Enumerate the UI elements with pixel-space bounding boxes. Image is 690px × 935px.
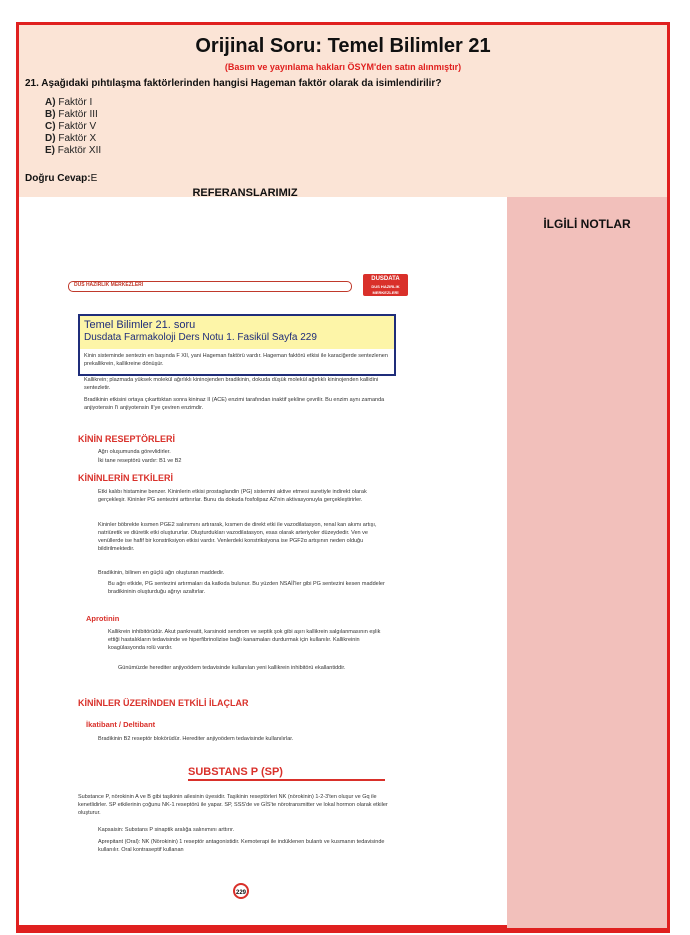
section-substance-p: SUBSTANS P (SP) [188, 766, 283, 778]
notes-panel [507, 197, 667, 928]
references-title: REFERANSLARIMIZ [192, 187, 298, 199]
effect-3: Bradikinin, bilinen en güçlü ağrı oluşturan maddedir. [98, 570, 225, 576]
effect-3-sub: Bu ağrı etkide, PG sentezini artırmaları da katkıda bulunur. Bu yüzden NSAİİ'ler gibi PG sentezini kesen maddeler bradikininin oluşturduğu ağrıyı azaltırlar. [108, 581, 385, 595]
page-number: 229 [233, 883, 249, 899]
source-line-1: Temel Bilimler 21. soru [84, 319, 196, 331]
icatibant-text: Bradikinin B2 reseptör blokörüdür. Herediter anjiyoödem tedavisinde kullanılırlar. [98, 736, 294, 742]
bullet-hageman: Kinin sisteminde sentezin en başında F XII, yani Hageman faktörü vardır. Hageman faktörü etkisi ile karaciğerde sentezlenen prekallikrein, kallikreine dönüşür. [84, 353, 388, 367]
option-c: C) Faktör V [45, 121, 97, 132]
section-effects: KİNİNLERİN ETKİLERİ [78, 473, 174, 483]
option-d: D) Faktör X [45, 133, 97, 144]
section-underline [188, 779, 385, 781]
effect-1: Etki kalıbı histamine benzer. Kininlerin etkisi prostaglandin (PG) sistemini aktive etmesi suretiyle indirekt olarak gerçekleşir. Kininler PG sentezini arttırırlar. Bunu da dokuda fosfolipaz A2'nin aktivasyonuyla gerçekleştirirler. [98, 489, 367, 503]
option-e: E) Faktör XII [45, 145, 102, 156]
bullet-kallikrein: Kallikrein; plazmada yüksek molekül ağırlıklı kininojenden bradikinin, dokuda düşük molekül ağırlıklı kininojenden kallidini sentezletir. [84, 377, 379, 391]
section-icatibant: İkatibant / Deltibant [86, 720, 156, 729]
question-panel [19, 25, 667, 197]
dusdata-logo: DUSDATA DUS HAZIRLIK MERKEZLERİ [363, 274, 408, 296]
notes-title: İLGİLİ NOTLAR [543, 217, 631, 231]
reference-document [60, 258, 400, 904]
option-b: B) Faktör III [45, 109, 98, 120]
document-header-text: DUS HAZIRLIK MERKEZLERİ [74, 282, 144, 288]
aprepitant-item: Aprepitant (Oral): NK (Nörokinin) 1 reseptör antagonistidir. Kemoterapi ile indüklenen bulantı ve kusmanın tedavisinde kullanılır. Oral kontraseptif kullanan [98, 839, 385, 853]
correct-answer: Doğru Cevap:E [25, 173, 98, 184]
copyright-note: (Basım ve yayınlama hakları ÖSYM'den satın alınmıştır) [224, 62, 462, 72]
option-a: A) Faktör I [45, 97, 93, 108]
effect-2: Kininler böbrekte kısmen PGE2 salınımını artırarak, kısmen de direkt etki ile vazodilatasyon, renal kan akımı artışı, natriüretik ve diüretik etki oluştururlar. Oluşturdukları vazodilatasyon, esas olarak arteriyoler düzeydedir. Ven ve venüllerde ise hafif bir konstriksiyon etkisi vardır. Venlerdeki konstriksiyona ise PGF2α artışının neden olduğu bildirilmektedir. [98, 522, 377, 552]
aprotinin-1-sub: Günümüzde herediter anjiyoödem tedavisinde kullanılan yeni kallikrein inhibitörü ekallantiddir. [118, 665, 346, 671]
capsaicin-item: Kapsaisin: Substans P sinaptik aralığa salınımını arttırır. [98, 827, 235, 833]
aprotinin-1: Kallikrein inhibitörüdür. Akut pankreatit, karsinoid sendrom ve septik şok gibi aşırı kallikrein salgılanmasının eşlik ettiği hastalıkların tedavisinde ve hiperfibrinolizise bağlı kanamaları durdurmak için kullanılır. Kallikreinin koagülasyonda rolü vardır. [108, 629, 381, 651]
section-receptors: KİNİN RESEPTÖRLERİ [78, 434, 176, 444]
bottom-bar [16, 928, 670, 933]
section-aprotinin: Aprotinin [86, 614, 120, 623]
options-list [45, 97, 101, 157]
source-box [78, 314, 396, 353]
page-title: Orijinal Soru: Temel Bilimler 21 [195, 35, 491, 57]
substance-p-text: Substance P, nörokinin A ve B gibi taşikinin ailesinin üyesidir. Taşikinin reseptörleri NK (nörokinin) 1-2-3'ten oluşur ve Gq ile kenetlidirler. SP etkilerinin çoğunu NK-1 reseptörü ile yapar. SP, SSS'de ve GİS'te nörotransmitter ve lokal hormon olarak etkiler oluşturur. [78, 794, 388, 816]
source-line-2: Dusdata Farmakoloji Ders Notu 1. Fasikül Sayfa 229 [84, 332, 317, 343]
receptor-item-1: Ağrı oluşumunda görevlidirler. [98, 449, 171, 455]
bullet-bradikinin: Bradikinin etkisini ortaya çıkarttıktan sonra kininaz II (ACE) enzimi tarafından inaktif şekline çevrilir. Bu enzim aynı zamanda anjiyotensin I'i anjiyotensin II'ye çeviren enzimdir. [84, 397, 385, 411]
question-text: 21. Aşağıdaki pıhtılaşma faktörlerinden hangisi Hageman faktör olarak da isimlendirilir? [25, 78, 442, 89]
receptor-item-2: İki tane reseptörü vardır: B1 ve B2 [98, 458, 182, 464]
section-drugs: KİNİNLER ÜZERİNDEN ETKİLİ İLAÇLAR [78, 698, 249, 708]
